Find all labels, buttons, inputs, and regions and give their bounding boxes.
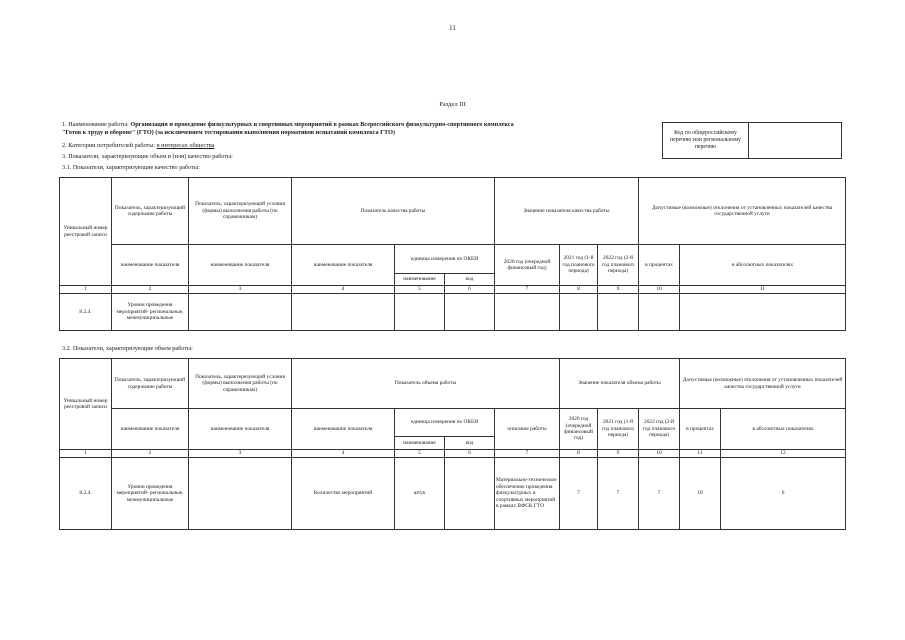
empty-cell xyxy=(445,294,495,331)
col-number: 5 xyxy=(395,286,445,294)
deviations-header: Допустимые (возможные) отклонения от установленных показателей качества государственной услуги xyxy=(639,178,846,245)
category-label: 2. Категории потребителей работы: xyxy=(62,142,156,149)
col-number: 3 xyxy=(189,450,292,458)
okei-unit-header: единица измерения по ОКЕИ xyxy=(395,409,495,437)
empty-cell xyxy=(189,458,292,530)
col-number: 6 xyxy=(445,450,495,458)
registry-number-cell: 8.2.4. xyxy=(60,294,112,331)
empty-cell xyxy=(639,294,680,331)
col-number: 11 xyxy=(680,286,846,294)
col-number: 9 xyxy=(598,450,639,458)
quality-value-header: Значение показателя качества работы xyxy=(495,178,639,245)
unique-number-header: Уникальный номер реестровой записи xyxy=(60,359,112,450)
category-value: в интересах общества xyxy=(156,142,215,149)
content-indicator-header: Показатель, характеризующий содержание работы xyxy=(112,178,189,245)
col-number: 6 xyxy=(445,286,495,294)
quality-label: 3.1. Показатели, характеризующие качество работы: xyxy=(62,164,200,171)
col-number: 8 xyxy=(560,450,598,458)
absolute-header: в абсолютных показателях xyxy=(721,409,846,450)
col-number: 11 xyxy=(680,450,721,458)
okei-name-header: наименование xyxy=(395,437,445,450)
empty-cell xyxy=(680,294,846,331)
quality-indicator-header: Показатель качества работы xyxy=(292,178,495,245)
year-2022-header: 2022 год (2-й год планового периода) xyxy=(598,245,639,286)
registry-number-cell: 8.2.4. xyxy=(60,458,112,530)
empty-cell xyxy=(495,294,560,331)
conditions-name-header: наименование показателя xyxy=(189,409,292,450)
registry-code-label: Код по общероссийскому перечню или региональному перечню xyxy=(663,123,749,158)
table-row xyxy=(60,294,846,331)
year-2022-header: 2022 год (2-й год планового периода) xyxy=(639,409,680,450)
col-number: 10 xyxy=(639,286,680,294)
year-2020-header: 2020 год (очередной финансовый год) xyxy=(560,409,598,450)
conditions-indicator-header: Показатель, характеризующий условия (формы) выполнения работы (по справочникам) xyxy=(189,178,292,245)
col-number: 4 xyxy=(292,286,395,294)
col-number: 1 xyxy=(60,286,112,294)
col-number: 12 xyxy=(721,450,846,458)
content-name-header: наименование показателя xyxy=(112,245,189,286)
unit-cell: штук xyxy=(395,458,445,530)
deviations-header: Допустимые (возможные) отклонения от установленных показателей качества государственной услуги xyxy=(680,359,846,409)
table-row xyxy=(60,458,846,530)
work-name-line-2 xyxy=(62,129,395,136)
volume-name-header: наименование показателя xyxy=(292,409,395,450)
description-cell: Материально-техническое обеспечение проведения физкультурных и спортивных мероприятий в рамках ВФСК ГТО xyxy=(495,458,560,530)
year-2021-header: 2021 год (1-й год планового периода) xyxy=(598,409,639,450)
okei-code-header: код xyxy=(445,437,495,450)
work-description-header: описание работы xyxy=(495,409,560,450)
unique-number-header: Уникальный номер реестровой записи xyxy=(60,178,112,286)
quality-name-header: наименование показателя xyxy=(292,245,395,286)
conditions-name-header: наименование показателя xyxy=(189,245,292,286)
conditions-indicator-header: Показатель, характеризующий условия (формы) выполнения работы (по справочникам) xyxy=(189,359,292,409)
volume-value-header: Значение показателя объема работы xyxy=(560,359,680,409)
column-numbers-row xyxy=(60,286,846,294)
value-2020-cell: 7 xyxy=(560,458,598,530)
col-number: 7 xyxy=(495,450,560,458)
volume-indicator-header: Показатель объема работы xyxy=(292,359,560,409)
value-2021-cell: 7 xyxy=(598,458,639,530)
volume-label: 3.2. Показатели, характеризующие объем работы: xyxy=(62,345,193,352)
col-number: 3 xyxy=(189,286,292,294)
work-name-text: Организация и проведение физкультурных и спортивных мероприятий в рамках Всероссийского физкультурно-спортивного комплекса xyxy=(130,121,514,128)
col-number: 8 xyxy=(560,286,598,294)
work-name-text-2: "Готов к труду и обороне" (ГТО) (за исключением тестирования выполнения нормативов испытаний комплекса ГТО) xyxy=(62,129,395,136)
value-2022-cell: 7 xyxy=(639,458,680,530)
okei-name-header: наименование xyxy=(395,274,445,286)
col-number: 2 xyxy=(112,286,189,294)
absolute-cell: 6 xyxy=(721,458,846,530)
empty-cell xyxy=(292,294,395,331)
okei-unit-header: единица измерения по ОКЕИ xyxy=(395,245,495,274)
percent-cell: 10 xyxy=(680,458,721,530)
col-number: 10 xyxy=(639,450,680,458)
content-indicator-header: Показатель, характеризующий содержание работы xyxy=(112,359,189,409)
col-number: 2 xyxy=(112,450,189,458)
percent-header: в процентах xyxy=(639,245,680,286)
section-title: Раздел III xyxy=(439,101,466,108)
content-cell: Уровни проведения мероприятий- региональные, межмуниципальные xyxy=(112,294,189,331)
empty-cell xyxy=(445,458,495,530)
percent-header: в процентах xyxy=(680,409,721,450)
absolute-header: в абсолютных показателях xyxy=(680,245,846,286)
quality-table xyxy=(59,177,846,331)
year-2020-header: 2020 год (очередной финансовый год) xyxy=(495,245,560,286)
column-numbers-row xyxy=(60,450,846,458)
col-number: 9 xyxy=(598,286,639,294)
registry-code-box xyxy=(662,122,842,159)
empty-cell xyxy=(189,294,292,331)
okei-code-header: код xyxy=(445,274,495,286)
year-2021-header: 2021 год (1-й год планового периода) xyxy=(560,245,598,286)
content-name-header: наименование показателя xyxy=(112,409,189,450)
empty-cell xyxy=(395,294,445,331)
col-number: 7 xyxy=(495,286,560,294)
col-number: 5 xyxy=(395,450,445,458)
empty-cell xyxy=(560,294,598,331)
page-number: 11 xyxy=(449,24,456,32)
col-number: 4 xyxy=(292,450,395,458)
category-line xyxy=(62,142,214,149)
work-name-line xyxy=(62,121,514,128)
content-cell: Уровни проведения мероприятий- региональные, межмуниципальные xyxy=(112,458,189,530)
work-name-label: 1. Наименование работы: xyxy=(62,121,129,128)
empty-cell xyxy=(598,294,639,331)
volume-table xyxy=(59,358,846,530)
col-number: 1 xyxy=(60,450,112,458)
indicators-label: 3. Показатели, характеризующие объем и (или) качество работы: xyxy=(62,153,233,160)
indicator-cell: Количество мероприятий xyxy=(292,458,395,530)
